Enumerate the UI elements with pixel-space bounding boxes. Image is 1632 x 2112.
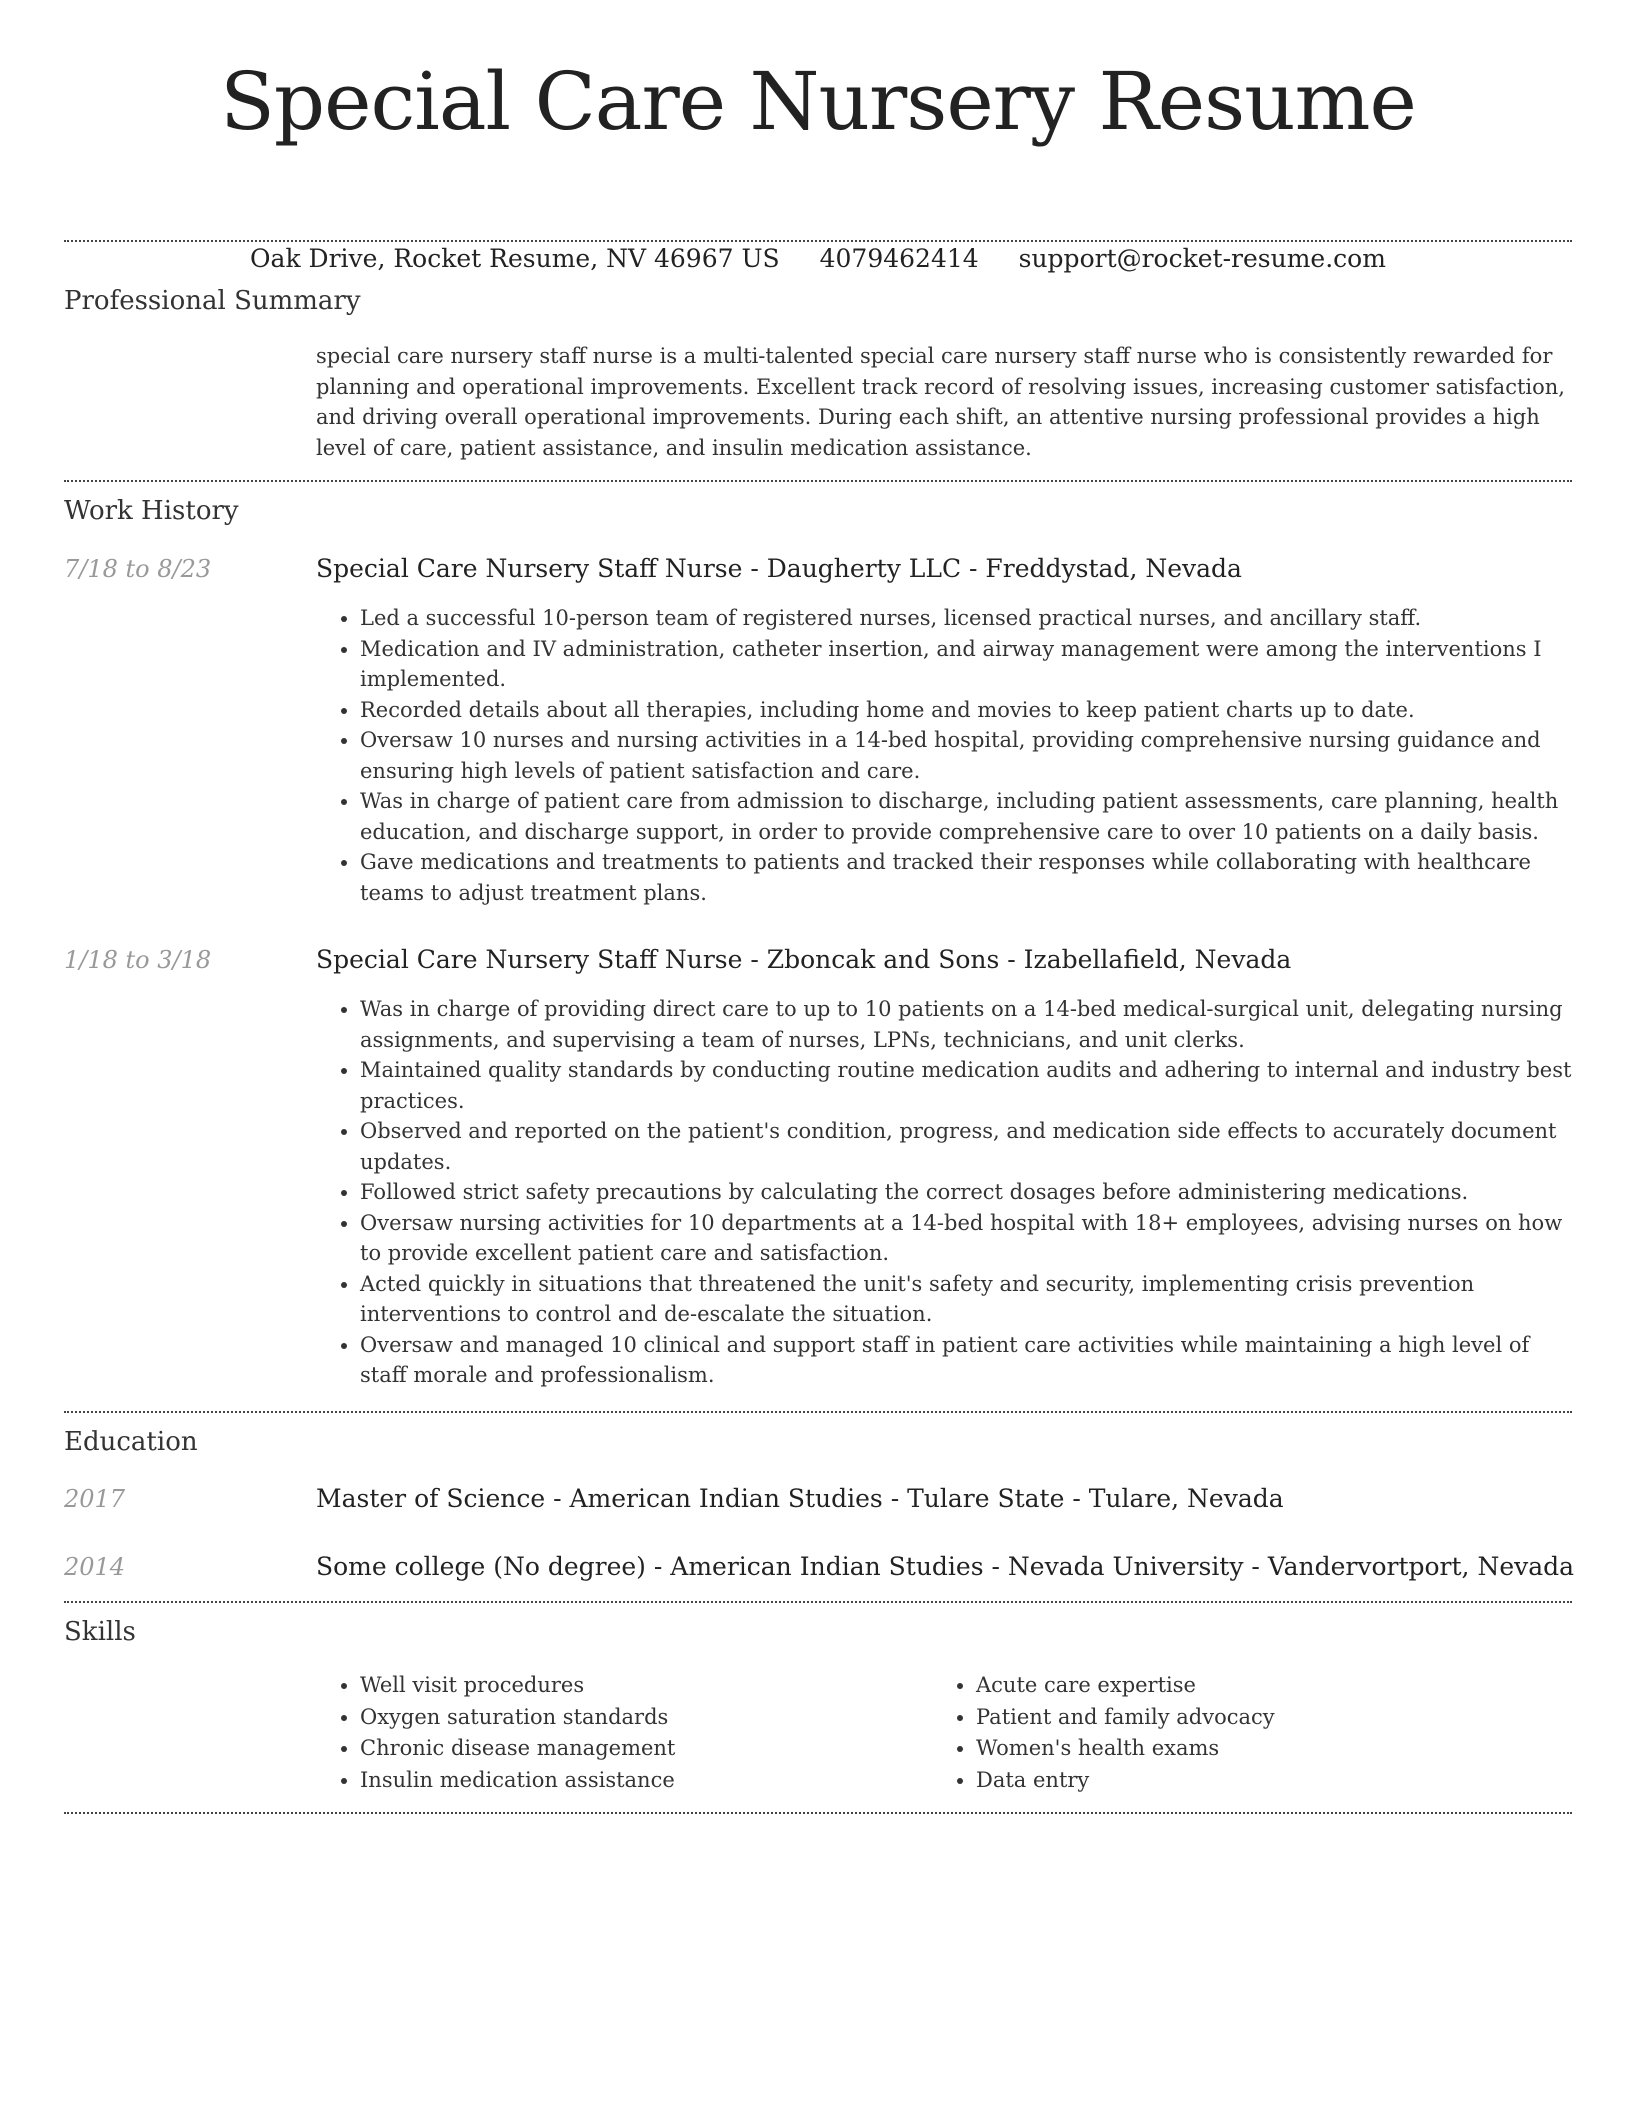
- job-title: Special Care Nursery Staff Nurse - Zboncak and Sons - Izabellafield, Nevada: [316, 945, 1292, 974]
- list-item: • Recorded details about all therapies, including home and movies to keep patient charts up to date.: [360, 695, 1572, 726]
- education-year: 2017: [64, 1485, 126, 1513]
- list-item: • Observed and reported on the patient's condition, progress, and medication side effects to accurately document updates.: [360, 1116, 1572, 1177]
- list-item: • Was in charge of patient care from admission to discharge, including patient assessments, care planning, health education, and discharge support, in order to provide comprehensive care to over 10 patients on a daily basis.: [360, 786, 1572, 847]
- education-title: Master of Science - American Indian Studies - Tulare State - Tulare, Nevada: [316, 1484, 1284, 1513]
- skills-list-left: [316, 1670, 916, 1796]
- list-item: • Data entry: [976, 1765, 1532, 1797]
- list-item: • Women's health exams: [976, 1733, 1532, 1765]
- list-item: • Led a successful 10-person team of registered nurses, licensed practical nurses, and ancillary staff.: [360, 603, 1572, 634]
- list-item: • Oversaw nursing activities for 10 departments at a 14-bed hospital with 18+ employees, advising nurses on how to provide excellent patient care and satisfaction.: [360, 1208, 1572, 1269]
- contact-line: [64, 242, 1572, 276]
- section-heading-education: Education: [64, 1427, 198, 1457]
- contact-phone: 4079462414: [819, 244, 979, 273]
- job-dates: 7/18 to 8/23: [64, 555, 212, 583]
- education-year: 2014: [64, 1553, 126, 1581]
- list-item: • Maintained quality standards by conducting routine medication audits and adhering to internal and industry best practices.: [360, 1055, 1572, 1116]
- list-item: • Acute care expertise: [976, 1670, 1532, 1702]
- list-item: • Gave medications and treatments to patients and tracked their responses while collaborating with healthcare teams to adjust treatment plans.: [360, 847, 1572, 908]
- list-item: • Patient and family advocacy: [976, 1702, 1532, 1734]
- divider: [64, 480, 1572, 482]
- resume-title: Special Care Nursery Resume: [220, 55, 1416, 148]
- list-item: • Oversaw and managed 10 clinical and support staff in patient care activities while maintaining a high level of staff morale and professionalism.: [360, 1330, 1572, 1391]
- job-bullets: [316, 603, 1572, 908]
- contact-email: support@rocket-resume.com: [1018, 244, 1386, 273]
- list-item: • Medication and IV administration, catheter insertion, and airway management were among the interventions I implemented.: [360, 634, 1572, 695]
- list-item: • Chronic disease management: [360, 1733, 916, 1765]
- summary-text: special care nursery staff nurse is a multi-talented special care nursery staff nurse who is consistently rewarded for planning and operational improvements. Excellent track record of resolving issues, increasing customer satisfaction, and driving overall operational improvements. During each shift, an attentive nursing professional provides a high level of care, patient assistance, and insulin medication assistance.: [316, 344, 1565, 460]
- list-item: • Well visit procedures: [360, 1670, 916, 1702]
- job-bullets: [316, 994, 1572, 1391]
- section-heading-summary: Professional Summary: [64, 286, 361, 316]
- skills-list-right: [932, 1670, 1532, 1796]
- education-title: Some college (No degree) - American Indian Studies - Nevada University - Vandervortport, Nevada: [316, 1552, 1575, 1581]
- contact-address: Oak Drive, Rocket Resume, NV 46967 US: [250, 244, 780, 273]
- list-item: • Oversaw 10 nurses and nursing activities in a 14-bed hospital, providing comprehensive nursing guidance and ensuring high levels of patient satisfaction and care.: [360, 725, 1572, 786]
- divider: [64, 1812, 1572, 1814]
- divider: [64, 1601, 1572, 1603]
- list-item: • Oxygen saturation standards: [360, 1702, 916, 1734]
- list-item: • Was in charge of providing direct care to up to 10 patients on a 14-bed medical-surgical unit, delegating nursing assignments, and supervising a team of nurses, LPNs, technicians, and unit clerks.: [360, 994, 1572, 1055]
- resume-page: [64, 0, 1575, 1792]
- divider: [64, 1411, 1572, 1413]
- list-item: • Followed strict safety precautions by calculating the correct dosages before administering medications.: [360, 1177, 1572, 1208]
- job-title: Special Care Nursery Staff Nurse - Daugherty LLC - Freddystad, Nevada: [316, 554, 1242, 583]
- divider: [64, 240, 1572, 242]
- list-item: • Acted quickly in situations that threatened the unit's safety and security, implementing crisis prevention interventions to control and de-escalate the situation.: [360, 1269, 1572, 1330]
- list-item: • Insulin medication assistance: [360, 1765, 916, 1797]
- section-heading-skills: Skills: [64, 1617, 136, 1647]
- job-dates: 1/18 to 3/18: [64, 946, 212, 974]
- section-heading-work-history: Work History: [64, 496, 239, 526]
